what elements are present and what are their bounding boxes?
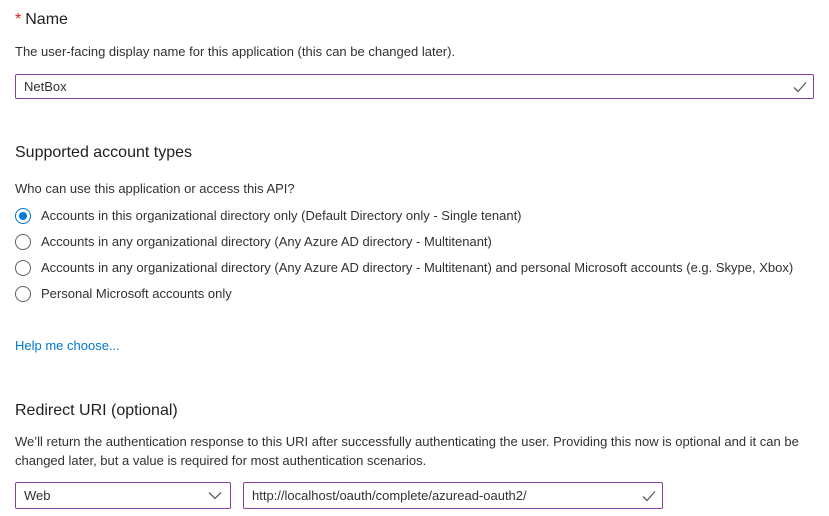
radio-option-multitenant[interactable]: [15, 234, 814, 250]
account-types-radio-group: [15, 208, 814, 302]
radio-option-label: Personal Microsoft accounts only: [41, 286, 232, 301]
platform-select-value: Web: [24, 488, 51, 503]
redirect-uri-input-wrap: [243, 482, 663, 509]
required-asterisk: *: [15, 11, 22, 28]
radio-button-icon[interactable]: [15, 208, 31, 224]
radio-option-label: Accounts in any organizational directory (Any Azure AD directory - Multitenant): [41, 234, 492, 249]
radio-button-icon[interactable]: [15, 234, 31, 250]
chevron-down-icon: [208, 488, 222, 503]
name-description: The user-facing display name for this application (this can be changed later).: [15, 44, 456, 59]
help-me-choose-link[interactable]: Help me choose...: [15, 338, 120, 353]
platform-select-dropdown[interactable]: [15, 482, 231, 509]
radio-option-label: Accounts in any organizational directory (Any Azure AD directory - Multitenant) and personal Microsoft accounts (e.g. Skype, Xbox): [41, 260, 794, 275]
name-title-text: Name: [25, 11, 68, 28]
radio-button-icon[interactable]: [15, 260, 31, 276]
name-input-wrap: [15, 74, 814, 99]
radio-option-personal-only[interactable]: [15, 286, 814, 302]
redirect-uri-description: We’ll return the authentication response to this URI after successfully authenticating the user. Providing this now is optional and it can be changed later, but a value is required for most authentication scenarios.: [15, 434, 799, 468]
account-types-title: Supported account types: [15, 144, 193, 161]
account-types-question: Who can use this application or access this API?: [15, 181, 295, 196]
redirect-uri-row: [15, 482, 814, 509]
redirect-uri-input[interactable]: [243, 482, 663, 509]
redirect-uri-title: Redirect URI (optional): [15, 402, 178, 419]
radio-button-icon[interactable]: [15, 286, 31, 302]
radio-option-single-tenant[interactable]: [15, 208, 814, 224]
name-input[interactable]: [15, 74, 814, 99]
name-section-title: [15, 10, 814, 30]
radio-option-label: Accounts in this organizational directory only (Default Directory only - Single tenant): [41, 208, 522, 223]
radio-option-multitenant-personal[interactable]: [15, 260, 814, 276]
